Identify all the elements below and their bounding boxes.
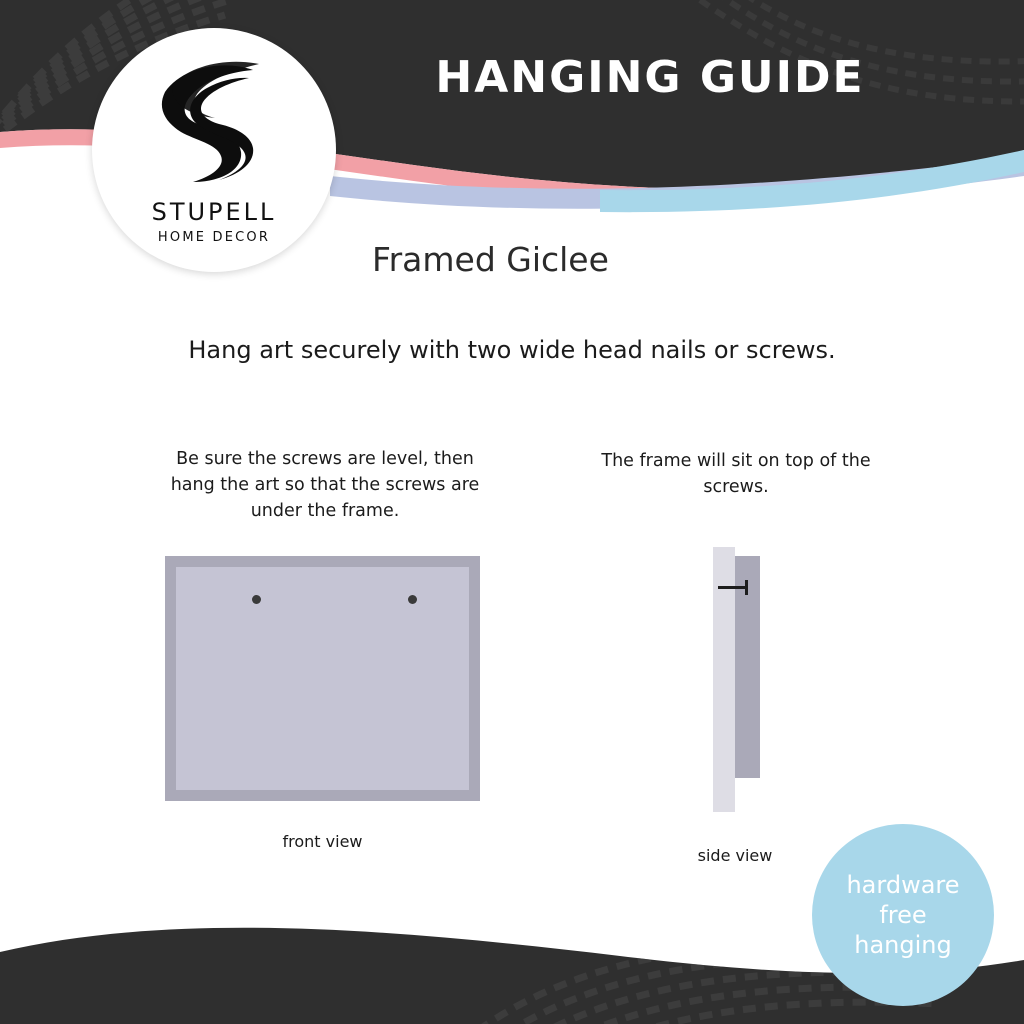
hardware-free-badge bbox=[812, 824, 994, 1006]
side-view-label: side view bbox=[697, 846, 773, 865]
screw-dot-left-icon bbox=[252, 595, 261, 604]
side-view-screw-head-icon bbox=[745, 580, 748, 595]
product-type-heading: Framed Giclee bbox=[372, 240, 609, 279]
front-view-art-panel bbox=[176, 567, 469, 790]
brand-name: STUPELL bbox=[151, 198, 277, 226]
page-title: HANGING GUIDE bbox=[435, 52, 865, 103]
badge-line-1: hardware bbox=[846, 871, 960, 899]
brand-tagline: HOME DECOR bbox=[157, 230, 271, 245]
instruction-lead-text: Hang art securely with two wide head nails or screws. bbox=[188, 336, 836, 364]
brand-logo bbox=[92, 28, 336, 272]
front-view-diagram bbox=[165, 556, 480, 801]
stupell-swirl-logo-icon bbox=[149, 58, 279, 186]
side-view-screw-icon bbox=[718, 586, 748, 589]
front-view-label: front view bbox=[282, 832, 363, 851]
front-view-caption: Be sure the screws are level, then hang the art so that the screws are under the frame. bbox=[170, 449, 480, 521]
screw-dot-right-icon bbox=[408, 595, 417, 604]
badge-line-2: free bbox=[879, 901, 927, 929]
badge-line-3: hanging bbox=[854, 931, 952, 959]
side-view-caption: The frame will sit on top of the screws. bbox=[601, 451, 871, 497]
